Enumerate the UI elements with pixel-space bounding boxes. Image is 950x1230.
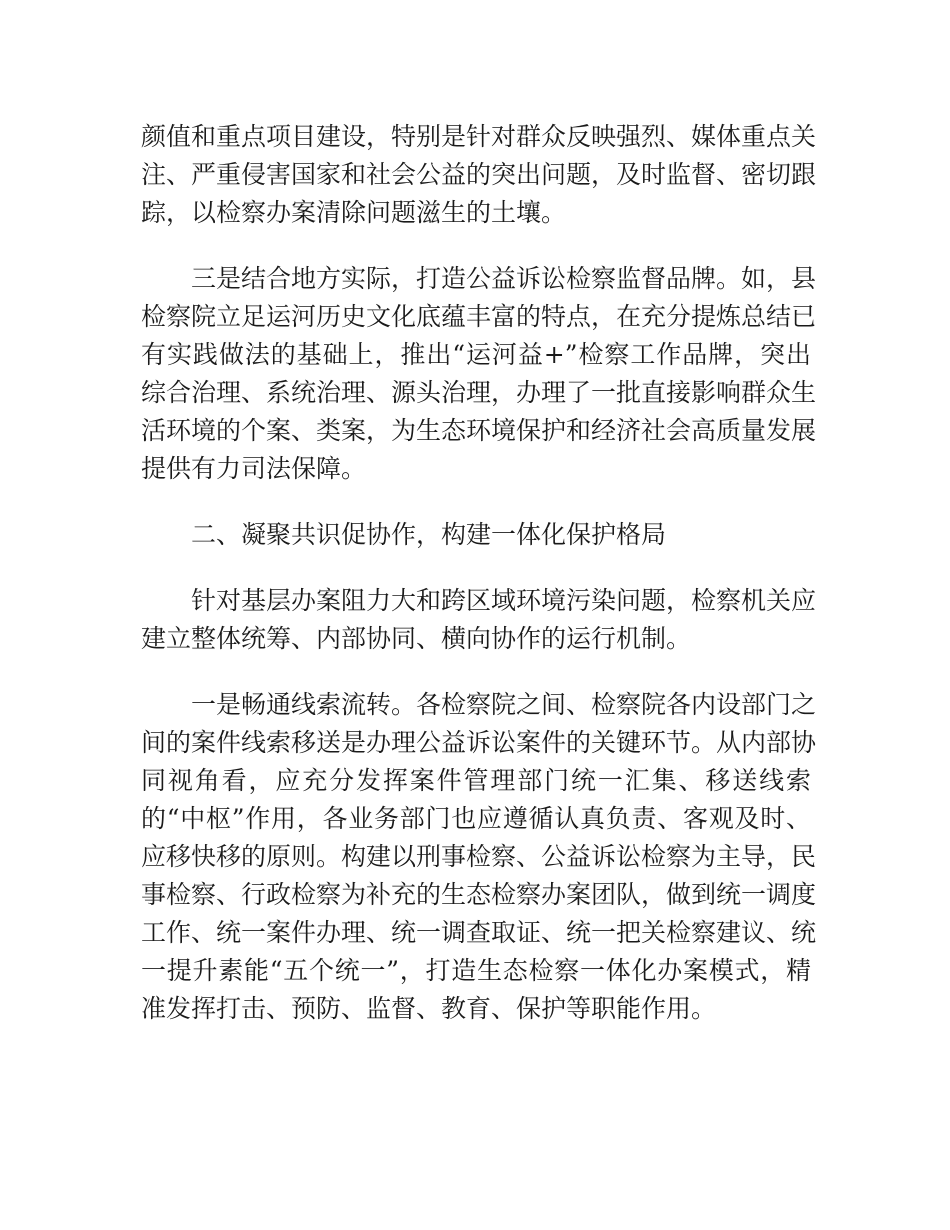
- text-line: 综合治理、系统治理、源头治理，办理了一批直接影响群众生: [141, 378, 817, 407]
- text-line: 活环境的个案、类案，为生态环境保护和经济社会高质量发展: [141, 416, 817, 445]
- text-line: 二、凝聚共识促协作，构建一体化保护格局: [191, 520, 667, 549]
- text-line: 间的案件线索移送是办理公益诉讼案件的关键环节。从内部协: [141, 728, 817, 757]
- text-line: 提供有力司法保障。: [141, 454, 367, 483]
- text-line: 检察院立足运河历史文化底蕴丰富的特点，在充分提炼总结已: [141, 302, 817, 331]
- text-line: 一提升素能“五个统一”，打造生态检察一体化办案模式，精: [141, 956, 811, 985]
- document-body: [141, 118, 817, 1028]
- text-line: 应移快移的原则。构建以刑事检察、公益诉讼检察为主导，民: [141, 842, 817, 871]
- text-line: 针对基层办案阻力大和跨区域环境污染问题，检察机关应: [191, 586, 817, 615]
- paragraph: [141, 582, 817, 658]
- text-line: 同视角看，应充分发挥案件管理部门统一汇集、移送线索: [141, 766, 811, 795]
- paragraph: [141, 260, 817, 488]
- text-line: 事检察、行政检察为补充的生态检察办案团队，做到统一调度: [141, 880, 817, 909]
- text-line: 一是畅通线索流转。各检察院之间、检察院各内设部门之: [191, 690, 817, 719]
- text-line: 建立整体统筹、内部协同、横向协作的运行机制。: [141, 624, 692, 653]
- section-heading: [141, 516, 811, 554]
- text-line: 颜值和重点项目建设，特别是针对群众反映强烈、媒体重点关: [141, 122, 817, 151]
- text-line: 踪，以检察办案清除问题滋生的土壤。: [141, 198, 567, 227]
- text-line: 工作、统一案件办理、统一调查取证、统一把关检察建议、统: [141, 918, 817, 947]
- paragraph: [141, 686, 817, 1028]
- text-line: 准发挥打击、预防、监督、教育、保护等职能作用。: [141, 994, 717, 1023]
- text-line: 的“中枢”作用，各业务部门也应遵循认真负责、客观及时、: [141, 804, 811, 833]
- text-line: 有实践做法的基础上，推出“运河益+”检察工作品牌，突出: [141, 340, 811, 369]
- text-line: 三是结合地方实际，打造公益诉讼检察监督品牌。如，县: [191, 264, 817, 293]
- paragraph: [141, 118, 817, 232]
- text-line: 注、严重侵害国家和社会公益的突出问题，及时监督、密切跟: [141, 160, 817, 189]
